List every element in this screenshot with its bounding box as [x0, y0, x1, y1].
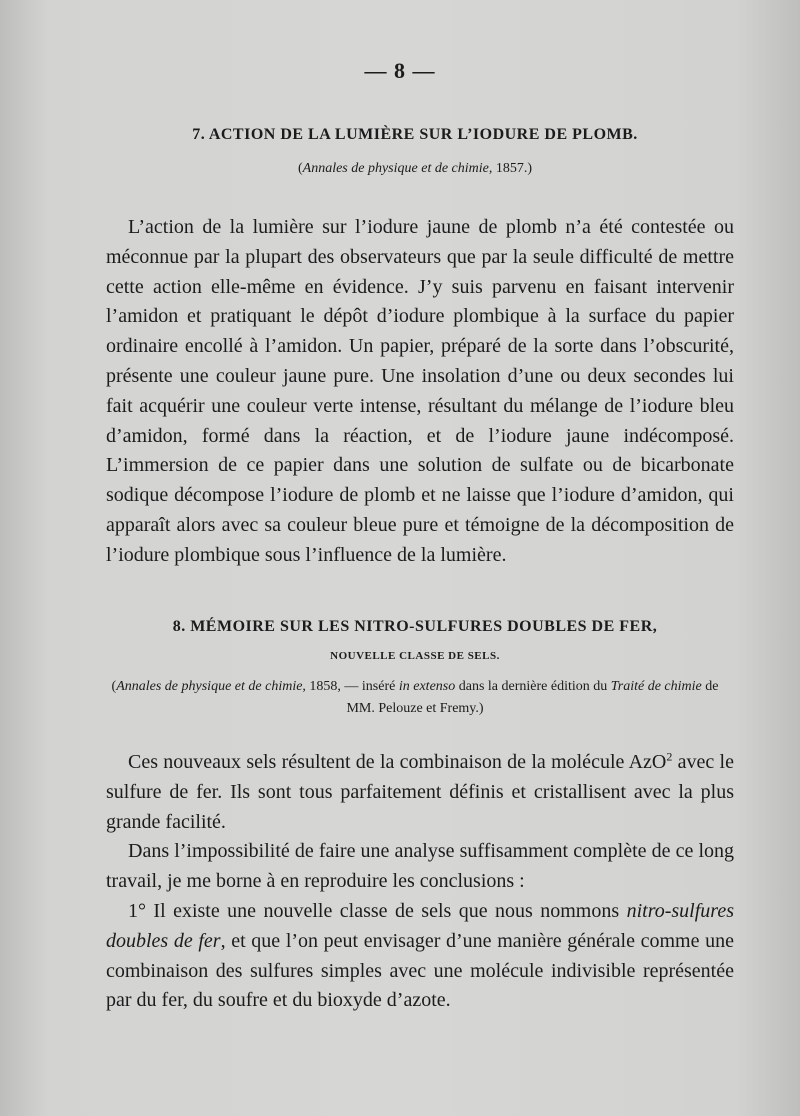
section-8-paragraph-3 [106, 897, 734, 1016]
citation-after: dans la dernière édition du [455, 679, 611, 694]
section-7-body [106, 213, 734, 571]
p1-before: Ces nouveaux sels résultent de la combinaison de la molécule AzO [128, 751, 667, 773]
citation-open: ( [297, 161, 303, 176]
p3-after: , et que l’on peut envisager d’une manière générale comme une combinaison des sulfures simples avec une molécule indivisible représentée par du fer, du soufre et du bioxyde d’azote. [106, 929, 734, 1012]
citation-open: ( [111, 679, 117, 694]
p1-after: avec le sulfure de fer. Ils sont tous parfaitement définis et cristallisent avec la plus grande facilité. [106, 751, 734, 833]
section-8-paragraph-2: Dans l’impossibilité de faire une analyse suffisamment complète de ce long travail, je me borne à en reproduire les conclusions : [106, 840, 734, 893]
page-number: — 8 — [364, 58, 436, 83]
section-7-citation [110, 158, 720, 180]
p3-before: 1° Il existe une nouvelle classe de sels que nous nommons [128, 899, 627, 922]
section-7-paragraph: L’action de la lumière sur l’iodure jaune de plomb n’a été contestée ou méconnue par la plupart des observateurs que par la seule difficulté de mettre cette action elle-même en évidence. J’y suis parvenu en faisant intervenir l’amidon et pratiquant le dépôt d’iodure plombique à la surface du papier ordinaire encollé à l’amidon. Un papier, préparé de la sorte dans l’obscurité, présente une couleur jaune pure. Une insolation d’une ou deux secondes lui fait acquérir une couleur verte intense, résultant du mélange de l’iodure bleu d’amidon, formé dans la réaction, et de l’iodure jaune indécomposé. L’immersion de ce papier dans une solution de sulfate ou de bicarbonate sodique décompose l’iodure de plomb et ne laisse que l’iodure d’amidon, qui apparaît alors avec sa couleur bleue pure et témoigne de la décomposition de l’iodure plombique sous l’influence de la lumière. [106, 216, 734, 566]
citation-journal: Annales de physique et de chimie [302, 161, 489, 176]
citation-traite: Traité de chimie [610, 679, 702, 694]
section-8-subtitle: NOUVELLE CLASSE DE SELS. [330, 650, 500, 662]
p1-sup: 2 [666, 749, 673, 764]
p3-italic: nitro-sulfures doubles de fer [106, 899, 734, 952]
section-8-paragraph-1 [106, 748, 734, 837]
citation-journal: Annales de physique et de chimie [116, 679, 303, 694]
citation-in-extenso: in extenso [398, 679, 456, 694]
citation-end: de MM. Pelouze et Fremy.) [346, 679, 719, 716]
section-8-title: 8. MÉMOIRE SUR LES NITRO-SULFURES DOUBLES DE FER, [172, 618, 658, 635]
section-8-body [106, 748, 734, 1016]
citation-year: , 1857.) [488, 161, 533, 176]
citation-mid: , 1858, — inséré [302, 679, 399, 694]
section-7-title: 7. ACTION DE LA LUMIÈRE SUR L’IODURE DE PLOMB. [192, 126, 638, 143]
section-8-citation [110, 676, 720, 720]
